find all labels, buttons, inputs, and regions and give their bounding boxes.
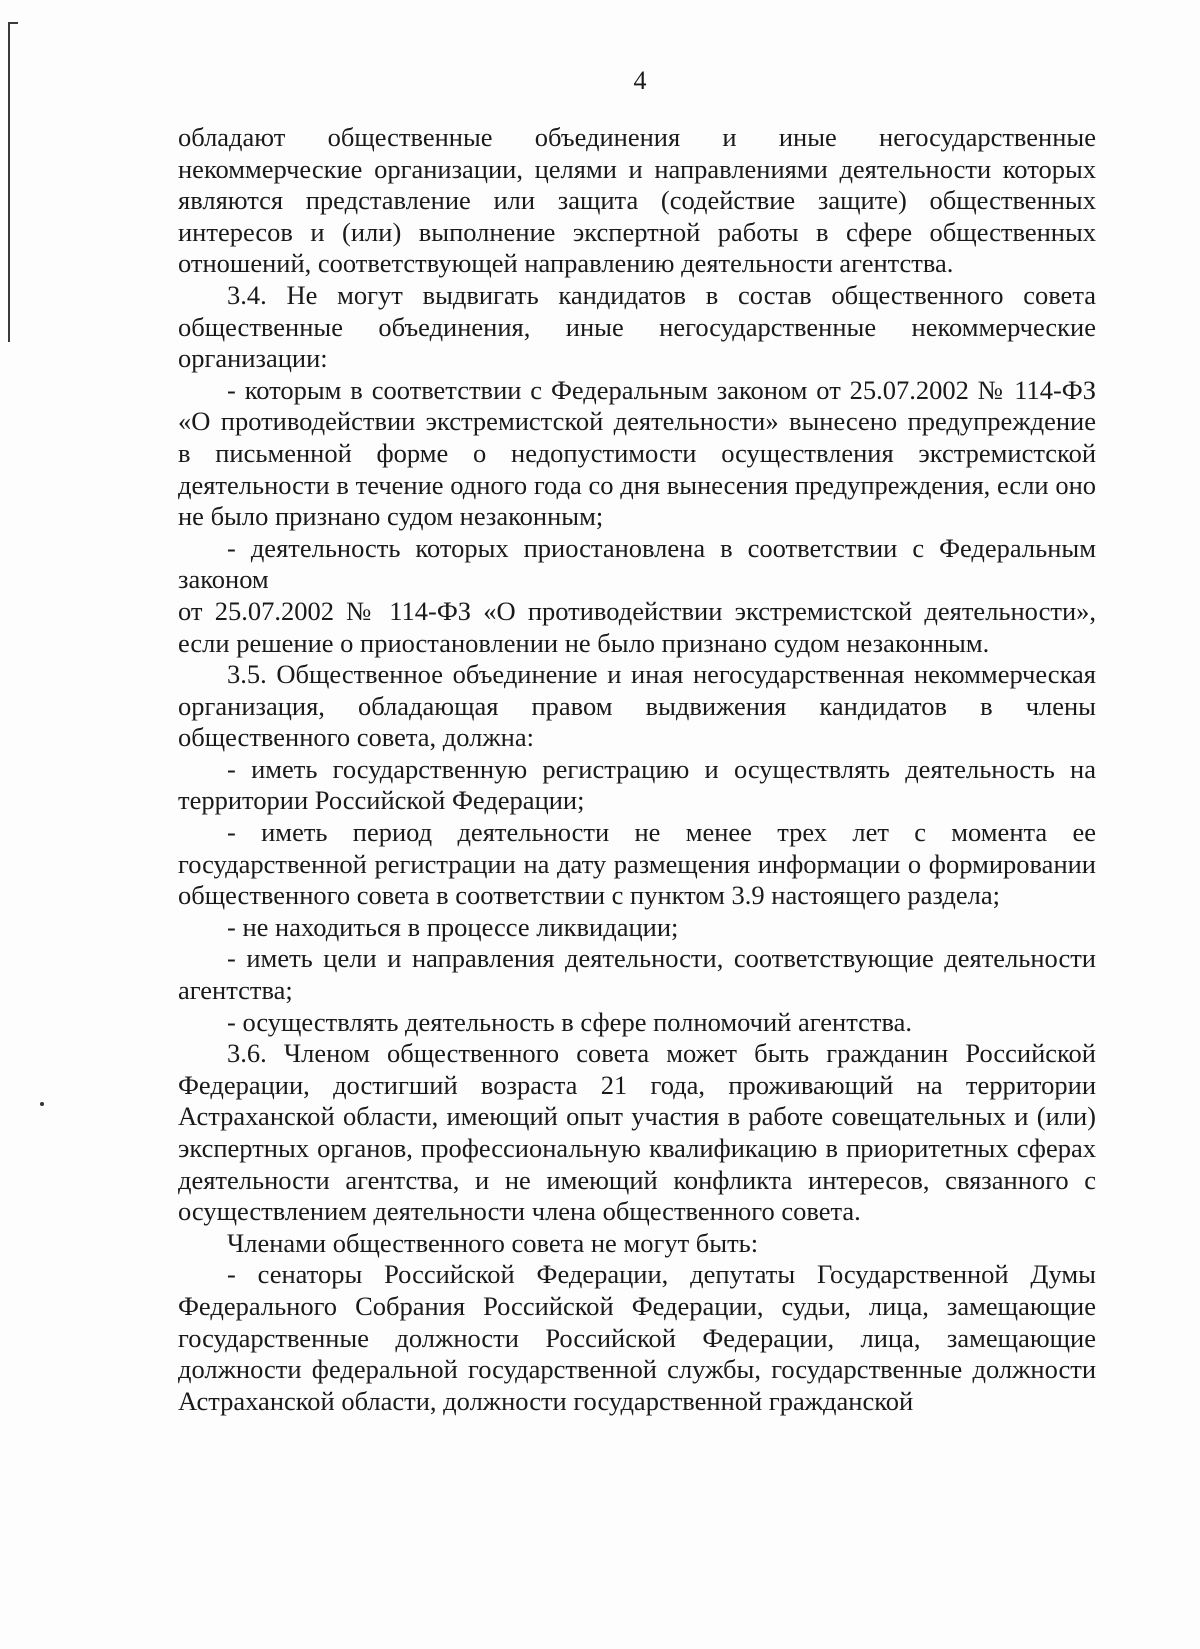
list-item-extremism-warning: - которым в соответствии с Федеральным законом от 25.07.2002 № 114-ФЗ «О противодействии экстремистской деятельности» вынесено предупреждение в письменной форме о недопустимости осуществления экстремистской деятельности в течение одного года со дня вынесения предупреждения, если оно не было признано судом незаконным; [178,374,1096,532]
list-item-activity-period: - иметь период деятельности не менее трех лет с момента ее государственной регистрации на дату размещения информации о формировании общественного совета в соответствии с пунктом 3.9 настоящего раздела; [178,817,1096,911]
paragraph-cannot-be-members: Членами общественного совета не могут быть: [227,1227,759,1258]
document-body [178,122,1096,1417]
list-item-registration: - иметь государственную регистрацию и осуществлять деятельность на территории Российской Федерации; [178,753,1096,816]
paragraph-3-4: 3.4. Не могут выдвигать кандидатов в состав общественного совета общественные объединения, иные негосударственные некоммерческие организации: [178,279,1096,374]
paragraph-continuation: обладают общественные объединения и иные негосударственные некоммерческие организации, целями и направлениями деятельности которых являются представление или защита (содействие защите) общественных интересов и (или) выполнение экспертной работы в сфере общественных отношений, соответствующей направлению деятельности агентства. [178,122,1096,279]
paragraph-3-5: 3.5. Общественное объединение и иная негосударственная некоммерческая организация, обладающая правом выдвижения кандидатов в члены общественного совета, должна: [178,659,1096,753]
paragraph-3-6: 3.6. Членом общественного совета может быть гражданин Российской Федерации, достигший возраста 21 года, проживающий на территории Астраханской области, имеющий опыт участия в работе совещательных и (или) экспертных органов, профессиональную квалификацию в приоритетных сферах деятельности агентства, и не имеющий конфликта интересов, связанного с осуществлением деятельности члена общественного совета. [178,1038,1096,1227]
scan-edge-mark-top [8,22,18,24]
scan-speck [40,1102,44,1106]
list-item-goals: - иметь цели и направления деятельности, соответствующие деятельности агентства; [178,943,1096,1006]
page-number: 4 [633,66,647,95]
list-item-suspended-activity: - деятельность которых приостановлена в соответствии с Федеральным законом [178,532,1096,595]
list-item-not-liquidating: - не находиться в процессе ликвидации; [227,911,679,942]
list-item-scope: - осуществлять деятельность в сфере полномочий агентства. [227,1006,912,1037]
list-item-officials: - сенаторы Российской Федерации, депутаты Государственной Думы Федерального Собрания Российской Федерации, судьи, лица, замещающие государственные должности Российской Федерации, лица, замещающие должности федеральной государственной службы, государственные должности Астраханской области, должности государственной гражданской [178,1259,1096,1416]
list-item-suspended-activity-continued: от 25.07.2002 № 114-ФЗ «О противодействии экстремистской деятельности», если решение о приостановлении не было признано судом незаконным. [178,595,1096,658]
